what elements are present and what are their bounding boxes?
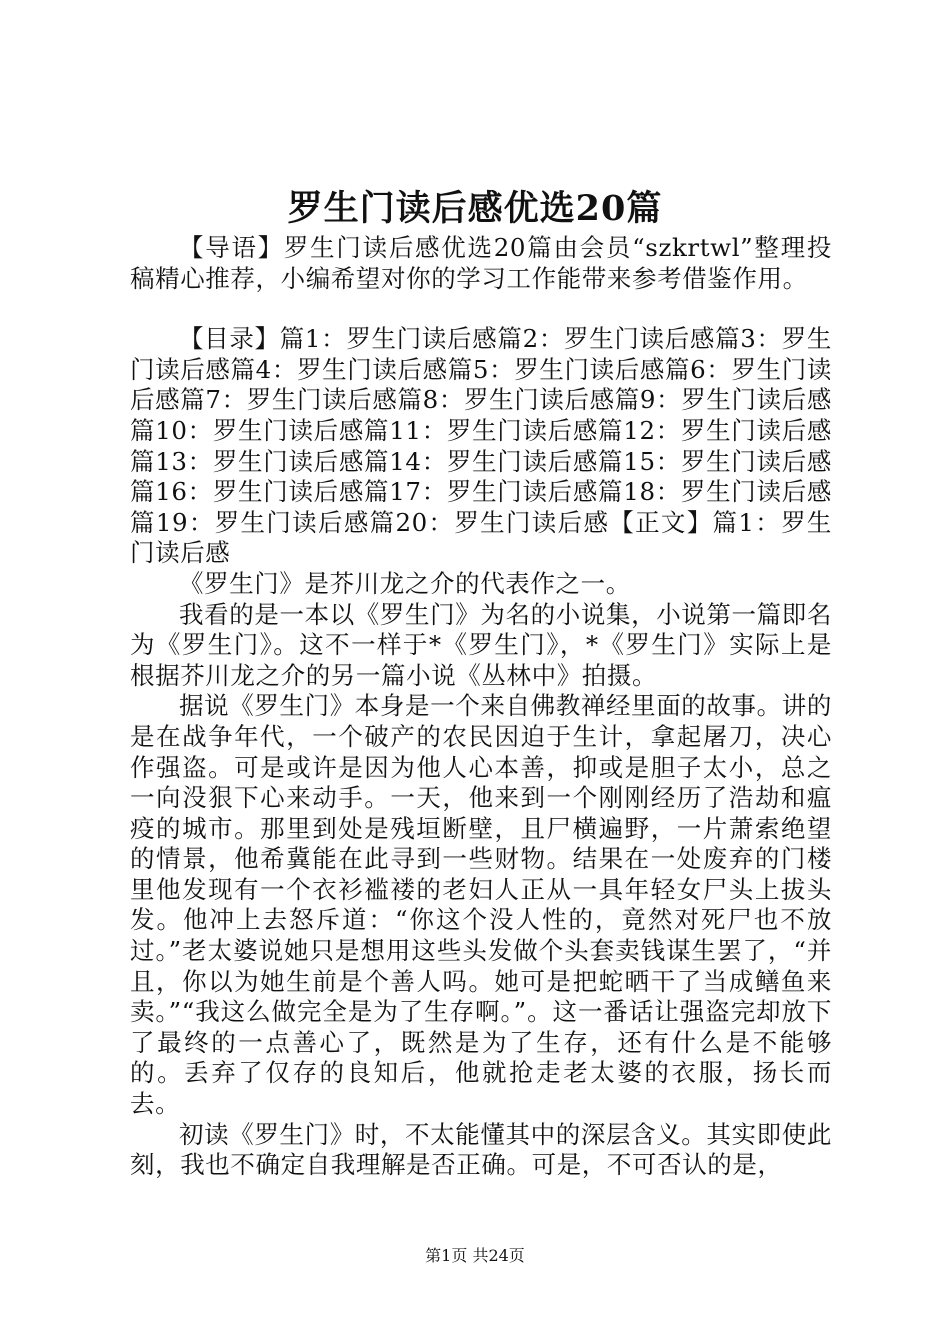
body-paragraph: 据说《罗生门》本身是一个来自佛教禅经里面的故事。讲的是在战争年代，一个破产的农民因迫于生计，拿起屠刀，决心作强盗。可是或许是因为他人心本善，抑或是胆子太小，总之一向没狠下心来动手。一天，他来到一个刚刚经历了浩劫和瘟疫的城市。那里到处是残垣断壁，且尸横遍野，一片萧索绝望的情景，他希冀能在此寻到一些财物。结果在一处废弃的门楼里他发现有一个衣衫褴褛的老妇人正从一具年轻女尸头上拔头发。他冲上去怒斥道：“你这个没人性的，竟然对死尸也不放过。”老太婆说她只是想用这些头发做个头套卖钱谋生罢了，“并且，你以为她生前是个善人吗。她可是把蛇晒干了当成鳝鱼来卖。”“我这么做完全是为了生存啊。”。这一番话让强盗完却放下了最终的一点善心了，既然是为了生存，还有什么是不能够的。丢弃了仅存的良知后，他就抢走老太婆的衣服，扬长而去。 [130,691,832,1119]
intro-paragraph: 【导语】罗生门读后感优选20篇由会员“szkrtwl”整理投稿精心推荐，小编希望对你的学习工作能带来参考借鉴作用。 [130,233,832,293]
body-paragraph: 我看的是一本以《罗生门》为名的小说集，小说第一篇即名为《罗生门》。这不一样于*《罗生门》，*《罗生门》实际上是根据芥川龙之介的另一篇小说《丛林中》拍摄。 [130,599,832,690]
body-paragraph: 初读《罗生门》时，不太能懂其中的深层含义。其实即使此刻，我也不确定自我理解是否正确。可是，不可否认的是， [130,1119,832,1180]
page-footer: 第1页 共24页 [425,1246,525,1265]
body-paragraph: 《罗生门》是芥川龙之介的代表作之一。 [179,568,631,598]
document-title: 罗生门读后感优选20篇 [287,188,663,229]
document-body [130,233,832,1181]
table-of-contents-paragraph: 【目录】篇1：罗生门读后感篇2：罗生门读后感篇3：罗生门读后感篇4：罗生门读后感篇5：罗生门读后感篇6：罗生门读后感篇7：罗生门读后感篇8：罗生门读后感篇9：罗生门读后感篇10：罗生门读后感篇11：罗生门读后感篇12：罗生门读后感篇13：罗生门读后感篇14：罗生门读后感篇15：罗生门读后感篇16：罗生门读后感篇17：罗生门读后感篇18：罗生门读后感篇19：罗生门读后感篇20：罗生门读后感【正文】篇1：罗生门读后感 [130,324,832,568]
